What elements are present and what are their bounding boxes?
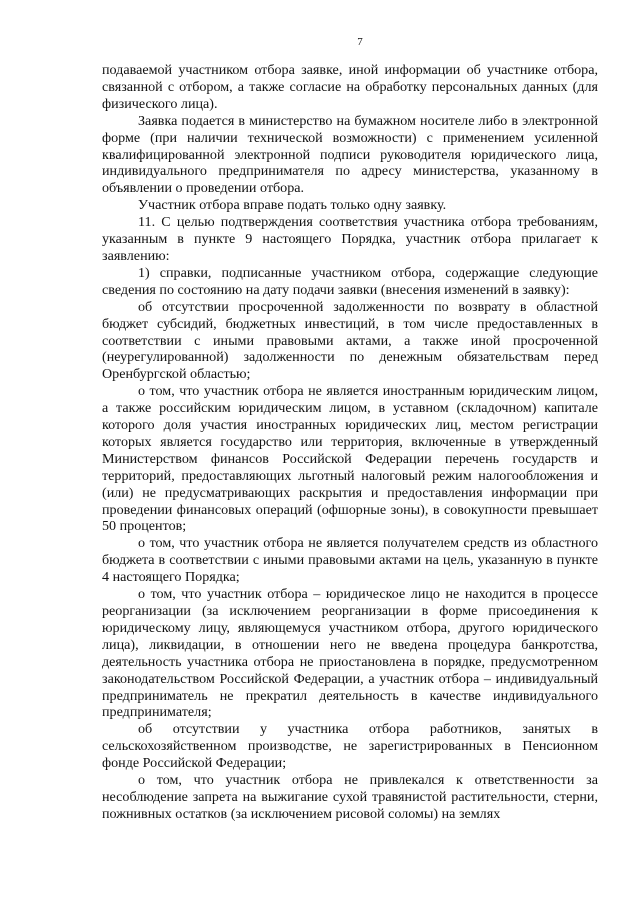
paragraph: о том, что участник отбора не является иностранным юридическим лицом, а также российским юридическим лицом, в уставном (складочном) капитале которого доля участия иностранных юридических лиц, местом регистрации которых является государство или территория, включенные в утвержденный Министерством финансов Российской Федерации перечень государств и территорий, предоставляющих льготный налоговый режим налогообложения и (или) не предусматривающих раскрытия и предоставления информации при проведении финансовых операций (офшорные зоны), в совокупности превышает 50 процентов; xyxy=(102,383,598,535)
paragraph: 1) справки, подписанные участником отбора, содержащие следующие сведения по состоянию на дату подачи заявки (внесения изменений в заявку): xyxy=(102,264,598,298)
page-number: 7 xyxy=(357,36,363,48)
paragraph: о том, что участник отбора не привлекался к ответственности за несоблюдение запрета на выжигание сухой травянистой растительности, стерни, пожнивных остатков (за исключением рисовой соломы) на землях xyxy=(102,772,598,822)
paragraph: об отсутствии просроченной задолженности по возврату в областной бюджет субсидий, бюджетных инвестиций, в том числе предоставленных в соответствии с иными правовыми актами, а также иной просроченной (неурегулированной) задолженности по денежным обязательствам перед Оренбургской областью; xyxy=(102,298,598,383)
document-body xyxy=(102,62,598,823)
paragraph: о том, что участник отбора не является получателем средств из областного бюджета в соответствии с иными правовыми актами на цель, указанную в пункте 4 настоящего Порядка; xyxy=(102,535,598,586)
paragraph: об отсутствии у участника отбора работников, занятых в сельскохозяйственном производстве, не зарегистрированных в Пенсионном фонде Российской Федерации; xyxy=(102,721,598,772)
paragraph: о том, что участник отбора – юридическое лицо не находится в процессе реорганизации (за исключением реорганизации в форме присоединения к юридическому лицу, являющемуся участником отбора, другого юридического лица), ликвидации, в отношении него не введена процедура банкротства, деятельность участника отбора не приостановлена в порядке, предусмотренном законодательством Российской Федерации, а участник отбора – индивидуальный предприниматель не прекратил деятельность в качестве индивидуального предпринимателя; xyxy=(102,586,598,721)
paragraph: 11. С целью подтверждения соответствия участника отбора требованиям, указанным в пункте 9 настоящего Порядка, участник отбора прилагает к заявлению: xyxy=(102,214,598,264)
paragraph: Заявка подается в министерство на бумажном носителе либо в электронной форме (при наличии технической возможности) с применением усиленной квалифицированной электронной подписи руководителя юридического лица, индивидуального предпринимателя по адресу министерства, указанному в объявлении о проведении отбора. xyxy=(102,112,598,197)
paragraph: Участник отбора вправе подать только одну заявку. xyxy=(138,197,447,214)
paragraph: подаваемой участником отбора заявке, иной информации об участнике отбора, связанной с отбором, а также согласие на обработку персональных данных (для физического лица). xyxy=(102,62,598,112)
